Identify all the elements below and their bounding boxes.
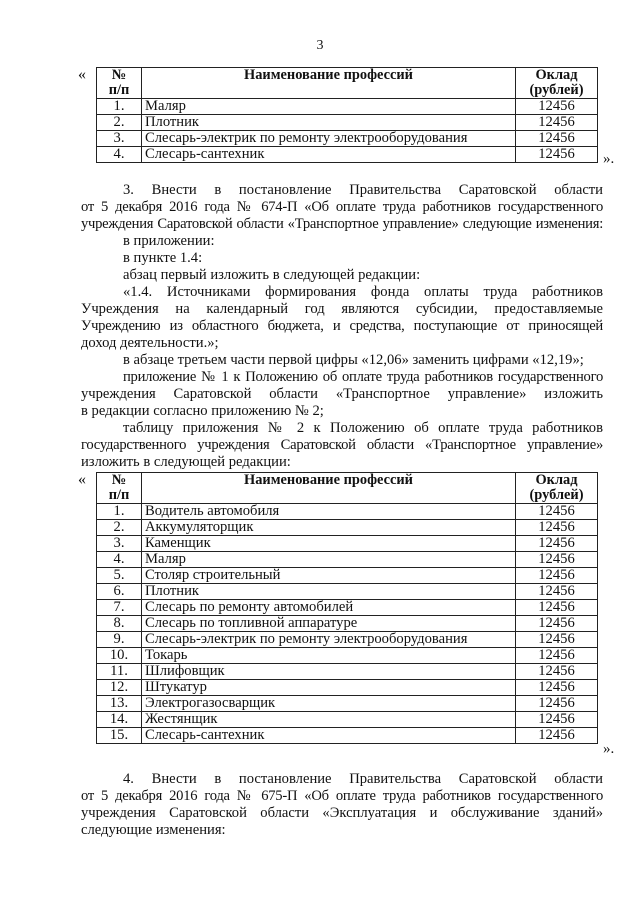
table1-wrapper [96,67,598,163]
table-row [97,504,598,520]
section3-appendix1-line1: приложение № 1 к Положению об оплате труда работников государственного [123,369,603,385]
table2-wrapper [96,472,598,744]
table1-header-salary-line1: Оклад [535,67,578,83]
cell-salary: 12456 [516,131,598,147]
cell-salary: 12456 [516,680,598,696]
section4-line3: учреждения Саратовской области «Эксплуатация и обслуживание зданий» [81,805,603,821]
section-3-text [81,182,603,471]
cell-name: Плотник [142,584,516,600]
table-row [97,616,598,632]
table-row [97,712,598,728]
table1-header-row [97,68,598,99]
professions-table-1 [96,67,598,163]
cell-name: Каменщик [142,536,516,552]
table1-header-salary [516,68,598,99]
cell-num: 8. [97,616,142,632]
cell-salary: 12456 [516,584,598,600]
section3-quote-line1: «1.4. Источниками формирования фонда оплаты труда работников [123,284,603,300]
section4-line4: следующие изменения: [81,822,226,838]
table2-close-quote: ». [603,741,615,757]
table2-header-row [97,473,598,504]
cell-num: 11. [97,664,142,680]
cell-name: Маляр [142,552,516,568]
cell-salary: 12456 [516,536,598,552]
section3-intro-line1: 3. Внести в постановление Правительства Саратовской области [123,182,603,198]
table2-body [97,504,598,744]
table1-header-name: Наименование профессий [142,68,516,99]
cell-salary: 12456 [516,600,598,616]
section3-table2-intro-line2: государственного учреждения Саратовской области «Транспортное управление» [81,437,603,453]
table-row [97,664,598,680]
cell-num: 1. [97,504,142,520]
section3-in-appendix: в приложении: [123,233,215,249]
table-row [97,115,598,131]
cell-name: Слесарь по топливной аппаратуре [142,616,516,632]
cell-salary: 12456 [516,552,598,568]
cell-name: Плотник [142,115,516,131]
table-row [97,696,598,712]
cell-salary: 12456 [516,728,598,744]
cell-num: 3. [97,131,142,147]
section3-quote-line4: доход деятельности.»; [81,335,219,351]
cell-salary: 12456 [516,696,598,712]
cell-salary: 12456 [516,616,598,632]
table2-header-num-line1: № [111,472,127,488]
table-row [97,536,598,552]
cell-num: 9. [97,632,142,648]
page-number: 3 [316,38,324,53]
cell-name: Штукатур [142,680,516,696]
section3-intro-line3: учреждения Саратовской области «Транспортное управление» следующие изменения: [81,216,603,232]
cell-name: Электрогазосварщик [142,696,516,712]
table1-close-quote: ». [603,151,615,167]
table1-header-num [97,68,142,99]
section3-first-paragraph: абзац первый изложить в следующей редакции: [123,267,421,283]
cell-salary: 12456 [516,147,598,163]
section-4-text [81,771,603,839]
cell-num: 1. [97,99,142,115]
cell-salary: 12456 [516,664,598,680]
cell-name: Слесарь по ремонту автомобилей [142,600,516,616]
cell-num: 15. [97,728,142,744]
cell-num: 4. [97,552,142,568]
table2-header-num-line2: п/п [108,487,130,503]
section3-appendix1-line2: учреждения Саратовской области «Транспортное управление» изложить [81,386,603,402]
table-row [97,568,598,584]
cell-num: 4. [97,147,142,163]
table2-header-name: Наименование профессий [142,473,516,504]
section3-appendix1-line3: в редакции согласно приложению № 2; [81,403,324,419]
table1-header-num-line2: п/п [108,82,130,98]
table-row [97,600,598,616]
section3-quote-line2: Учреждения на календарный год являются субсидии, предоставляемые [81,301,603,317]
section4-line1: 4. Внести в постановление Правительства Саратовской области [123,771,603,787]
cell-salary: 12456 [516,520,598,536]
table-row [97,99,598,115]
cell-num: 13. [97,696,142,712]
cell-num: 6. [97,584,142,600]
section3-intro-line2: от 5 декабря 2016 года № 674-П «Об оплате труда работников государственного [81,199,603,215]
cell-salary: 12456 [516,568,598,584]
section3-table2-intro-line3: изложить в следующей редакции: [81,454,291,470]
cell-num: 2. [97,115,142,131]
section4-line2: от 5 декабря 2016 года № 675-П «Об оплате труда работников государственного [81,788,603,804]
cell-salary: 12456 [516,99,598,115]
section3-table2-intro-line1: таблицу приложения № 2 к Положению об оплате труда работников [123,420,603,436]
table2-header-salary-line2: (рублей) [529,487,584,503]
table1-open-quote: « [78,66,86,83]
table1-header-salary-line2: (рублей) [529,82,584,98]
section3-third-para: в абзаце третьем части первой цифры «12,06» заменить цифрами «12,19»; [123,352,584,368]
cell-num: 2. [97,520,142,536]
table2-header-salary-line1: Оклад [535,472,578,488]
table1-header-num-line1: № [111,67,127,83]
table-row [97,131,598,147]
cell-salary: 12456 [516,504,598,520]
table-row [97,680,598,696]
cell-num: 3. [97,536,142,552]
cell-num: 5. [97,568,142,584]
table-row [97,632,598,648]
cell-salary: 12456 [516,115,598,131]
table2-header-num [97,473,142,504]
table1-body [97,99,598,163]
table-row [97,147,598,163]
table-row [97,552,598,568]
cell-name: Слесарь-электрик по ремонту электрооборудования [142,632,516,648]
cell-name: Маляр [142,99,516,115]
cell-num: 14. [97,712,142,728]
cell-name: Слесарь-электрик по ремонту электрооборудования [142,131,516,147]
cell-name: Жестянщик [142,712,516,728]
section3-quote-line3: Учреждению из областного бюджета, и средства, поступающие от приносящей [81,318,603,334]
table-row [97,584,598,600]
cell-num: 12. [97,680,142,696]
cell-name: Столяр строительный [142,568,516,584]
cell-num: 10. [97,648,142,664]
table-row [97,728,598,744]
section3-in-point: в пункте 1.4: [123,250,203,266]
table-row [97,520,598,536]
table-row [97,648,598,664]
cell-name: Слесарь-сантехник [142,147,516,163]
cell-name: Слесарь-сантехник [142,728,516,744]
cell-salary: 12456 [516,632,598,648]
cell-name: Шлифовщик [142,664,516,680]
cell-salary: 12456 [516,712,598,728]
table2-open-quote: « [78,471,86,488]
cell-num: 7. [97,600,142,616]
cell-name: Водитель автомобиля [142,504,516,520]
cell-name: Аккумуляторщик [142,520,516,536]
cell-name: Токарь [142,648,516,664]
cell-salary: 12456 [516,648,598,664]
professions-table-2 [96,472,598,744]
table2-header-salary [516,473,598,504]
